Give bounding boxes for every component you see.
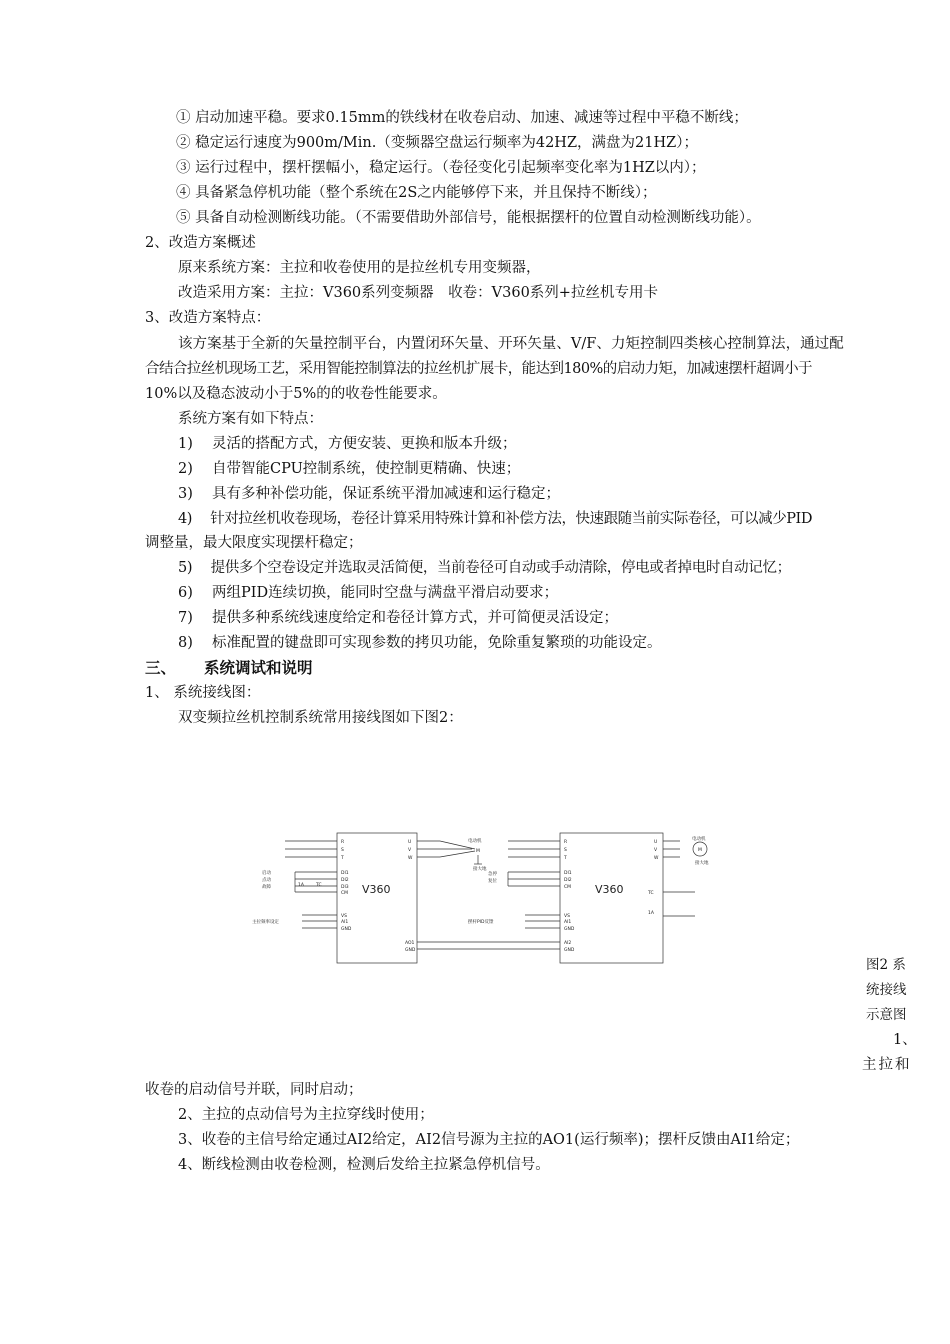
note-4: 4、断线检测由收卷检测，检测后发给主拉紧急停机信号。 — [178, 1157, 550, 1173]
term-di1: DI1 — [341, 871, 349, 876]
motor-1-label: 电动机 — [468, 839, 482, 844]
tc-label: TC — [648, 891, 654, 896]
inverter-2-box — [560, 833, 663, 963]
term-v: V — [408, 848, 412, 853]
term-w: W — [654, 856, 659, 861]
feature-item: 7) 提供多种系统线速度给定和卷径计算方式，并可简便灵活设定； — [178, 610, 618, 626]
term-di3: DI3 — [341, 885, 349, 890]
requirement-item: ② 稳定运行速度为900m/Min.（变频器空盘运行频率为42HZ，满盘为21HZ）； — [176, 135, 698, 151]
feature-item: 4) 针对拉丝机收卷现场，卷径计算采用特殊计算和补偿方法，快速跟随当前实际卷径，可以减少PID — [178, 511, 812, 527]
feature-item: 1) 灵活的搭配方式，方便安装、更换和版本升级； — [178, 436, 517, 452]
term-w: W — [408, 856, 413, 861]
term-vs: VS — [564, 914, 570, 919]
requirement-item: ③ 运行过程中，摆杆摆幅小，稳定运行。（卷径变化引起频率变化率为1HZ以内）； — [176, 160, 706, 176]
feature-item: 5) 提供多个空卷设定并选取灵活简便，当前卷径可自动或手动清除，停电或者掉电时自动记忆； — [178, 560, 791, 576]
term-gnd: GND — [564, 927, 575, 932]
paragraph-line: 该方案基于全新的矢量控制平台，内置闭环矢量、开环矢量、V/F、力矩控制四类核心控制算法，通过配 — [178, 336, 844, 352]
stop-label: 急停 — [488, 872, 497, 877]
wiring-diagram — [240, 828, 709, 968]
di-label-start: 启动 — [262, 871, 271, 876]
di-label-fault: 故障 — [262, 885, 271, 890]
motor-2-label: 电动机 — [692, 837, 706, 842]
term-s: S — [341, 848, 344, 853]
term-ao1: AO1 — [405, 941, 415, 946]
diagram-intro: 双变频拉丝机控制系统常用接线图如下图2： — [178, 710, 463, 726]
note-1-text: 收卷的启动信号并联，同时启动； — [145, 1082, 363, 1098]
inverter-1-label: V360 — [362, 883, 391, 896]
term-di1: DI1 — [564, 871, 572, 876]
new-scheme: 改造采用方案：主拉：V360系列变频器 收卷：V360系列+拉丝机专用卡 — [178, 285, 658, 301]
original-scheme: 原来系统方案：主拉和收卷使用的是拉丝机专用变频器， — [178, 260, 541, 276]
note-1-head: 主拉和 — [862, 1057, 912, 1073]
feature-item-cont: 调整量，最大限度实现摆杆稳定； — [145, 535, 363, 551]
motor-symbol: M — [698, 848, 702, 853]
relay-1a-label: 1A — [298, 883, 304, 888]
ground-label: 接大地 — [473, 867, 487, 872]
term-u: U — [408, 840, 412, 845]
term-vs: VS — [341, 914, 347, 919]
paragraph-line: 合结合拉丝机现场工艺，采用智能控制算法的拉丝机扩展卡，能达到180%的启动力矩，加减速摆杆超调小于 — [145, 361, 813, 377]
features-intro: 系统方案有如下特点： — [178, 411, 323, 427]
inverter-2-label: V360 — [595, 883, 624, 896]
term-di2: DI2 — [341, 878, 349, 883]
note-2: 2、主拉的点动信号为主拉穿线时使用； — [178, 1107, 434, 1123]
figure-caption: 统接线 — [866, 982, 907, 998]
term-cm: CM — [564, 885, 572, 890]
term-gnd: GND — [405, 948, 416, 953]
term-cm: CM — [341, 891, 349, 896]
term-ai1: AI1 — [341, 920, 349, 925]
subsection-title: 1、 系统接线图： — [145, 685, 261, 701]
relay-tc-label: TC — [316, 883, 322, 888]
term-r: R — [341, 840, 345, 845]
motor-symbol: M — [476, 849, 480, 854]
feature-item: 6) 两组PID连续切换，能同时空盘与满盘平滑启动要求； — [178, 585, 559, 601]
freq-setting-label: 主拉频率设定 — [252, 920, 279, 925]
requirement-item: ① 启动加速平稳。要求0.15mm的铁线材在收卷启动、加速、减速等过程中平稳不断线； — [176, 110, 748, 126]
pid-feedback-label: 摆杆PID反馈 — [468, 920, 494, 925]
note-3: 3、收卷的主信号给定通过AI2给定，AI2信号源为主拉的AO1(运行频率)；摆杆反馈由AI1给定； — [178, 1132, 800, 1148]
term-gnd: GND — [564, 948, 575, 953]
part-3-number: 三、 — [145, 659, 177, 677]
section-2-title: 2、改造方案概述 — [145, 235, 256, 251]
figure-caption: 图2 系 — [866, 957, 906, 973]
section-3-title: 3、改造方案特点： — [145, 310, 271, 326]
term-gnd: GND — [341, 927, 352, 932]
requirement-item: ⑤ 具备自动检测断线功能。（不需要借助外部信号，能根据摆杆的位置自动检测断线功能）。 — [176, 210, 761, 226]
term-r: R — [564, 840, 568, 845]
term-t: T — [564, 856, 567, 861]
ground-label: 接大地 — [695, 861, 709, 866]
term-ai1: AI1 — [564, 920, 572, 925]
di-label-jog: 点动 — [262, 878, 271, 883]
term-ai2: AI2 — [564, 941, 572, 946]
term-s: S — [564, 848, 567, 853]
feature-item: 3) 具有多种补偿功能，保证系统平滑加减速和运行稳定； — [178, 486, 560, 502]
feature-item: 8) 标准配置的键盘即可实现参数的拷贝功能，免除重复繁琐的功能设定。 — [178, 635, 662, 651]
reset-label: 复位 — [488, 879, 497, 884]
requirement-item: ④ 具备紧急停机功能（整个系统在2S之内能够停下来，并且保持不断线）； — [176, 185, 657, 201]
note-1-number: 1、 — [893, 1032, 917, 1048]
term-t: T — [341, 856, 344, 861]
part-3-title: 系统调试和说明 — [204, 659, 313, 677]
term-u: U — [654, 840, 658, 845]
feature-item: 2) 自带智能CPU控制系统，使控制更精确、快速； — [178, 461, 521, 477]
paragraph-line: 10%以及稳态波动小于5%的的收卷性能要求。 — [145, 386, 447, 402]
figure-caption: 示意图 — [866, 1007, 907, 1023]
ia-label: 1A — [648, 911, 654, 916]
term-v: V — [654, 848, 658, 853]
term-di2: DI2 — [564, 878, 572, 883]
